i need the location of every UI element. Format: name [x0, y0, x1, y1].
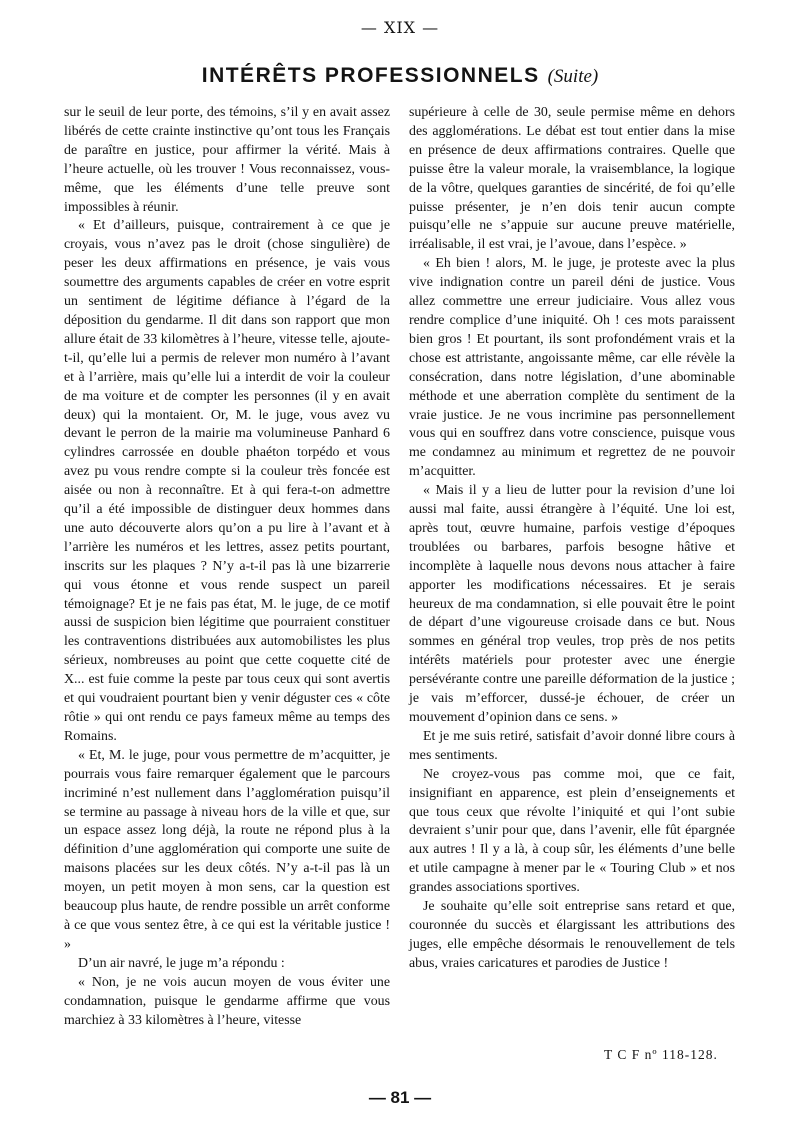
paragraph: supérieure à celle de 30, seule permise même en dehors des agglomérations. Le débat est tout entier dans la mise en présence de deux affirmations contraires. Quelle que puisse être la valeur morale, la vraisemblance, la logique de la vôtre, quelques garanties de sincérité, de foi qu’elle puisse présenter, je n’en dois tenir aucun compte puisqu’elle ne s’appuie sur aucune preuve matérielle, irréalisable, il est vrai, je l’avoue, dans l’espèce. »	[409, 105, 735, 253]
paragraph: D’un air navré, le juge m’a répondu :	[78, 955, 285, 971]
section-suite: (Suite)	[547, 66, 599, 87]
paragraph: « Et, M. le juge, pour vous permettre de m’acquitter, je pourrais vous faire remarquer également que le parcours incriminé n’est nullement dans l’agglomération puisqu’il se termine au passage à niveau hors de la ville et que, sur un espace assez long déjà, la route ne répond plus à la définition d’une agglomération qui comporte une suite de maisons placées sur les deux côtés. N’y a-t-il pas là un moyen, un petit moyen à mon sens, car la question est beaucoup plus haute, de rendre possible un arrêt conforme à ce que vous sentez être, à ce qui est la véritable justice ! »	[64, 747, 390, 952]
paragraph: sur le seuil de leur porte, des témoins, s’il y en avait assez libérés de cette crainte instinctive qu’ont tous les Français de paraître en justice, pour affirmer la vérité. Mais à l’heure actuelle, où les trouver ! Vous reconnaissez, vous-même, que les éléments d’une telle preuve sont impossibles à réunir.	[64, 105, 390, 215]
paragraph: « Eh bien ! alors, M. le juge, je proteste avec la plus vive indignation contre un pareil déni de justice. Vous allez commettre une erreur judiciaire. Vous allez vous rendre complice d’une iniquité. Oh ! ces mots paraissent bien gros ! Et pourtant, ils sont profondément vrais et la chose est attristante, angoissante même, car elle révèle la consécration, dans notre législation, d’une abominable méthode et une aberration complète du sentiment de la vraie justice. Je ne vous incrimine pas personnellement vous qui en souffrez dans votre conscience, puisque vous me condamnez au minimum et regrettez de ne pouvoir m’acquitter.	[409, 256, 735, 480]
paragraph: « Mais il y a lieu de lutter pour la revision d’une loi aussi mal faite, aussi étrangère à l’équité. Une loi est, après tout, œuvre humaine, parfois vestige d’époques troublées ou barbares, parfois besogne hâtive et incomplète à laquelle nous devons nous attacher à faire apporter les modifications nécessaires. Et je serais heureux de ma condamnation, si elle pouvait être le point de départ d’une vigoureuse croisade dans ce but. Nous sommes en général trop veules, trop près de nos petits intérêts matériels pour protester avec une énergie persévérante contre une pareille déformation de la justice ; je vais m’efforcer, dussé-je échouer, de créer un mouvement d’opinion dans ce sens. »	[409, 483, 735, 725]
paragraph: Je souhaite qu’elle soit entreprise sans retard et que, couronnée du succès et élargissant les attributions des juges, elle empêche désormais le renouvellement de tels abus, vraies caricatures et parodies de Justice !	[409, 899, 735, 971]
paragraph: « Non, je ne vois aucun moyen de vous éviter une condamnation, puisque le gendarme affirme que vous marchiez à 33 kilomètres à l’heure, vitesse	[64, 974, 390, 1028]
left-column	[64, 104, 390, 1030]
right-column	[409, 104, 735, 974]
section-heading	[0, 64, 800, 88]
paragraph: Et je me suis retiré, satisfait d’avoir donné libre cours à mes sentiments.	[409, 728, 735, 763]
paragraph: « Et d’ailleurs, puisque, contrairement à ce que je croyais, vous n’avez pas le droit (chose singulière) de peser les deux affirmations en présence, je vais vous soumettre des arguments capables de créer en votre esprit un sentiment de légitime défiance à l’égard de la déposition du gendarme. Il dit dans son rapport que mon allure était de 33 kilomètres à l’heure, vitesse telle, ajoute-t-il, qu’elle lui a permis de relever mon numéro à l’avant et à l’arrière, mais qu’elle lui a interdit de voir la couleur de ma voiture et de compter les personnes (il y en avait deux) qui la montaient. Or, M. le juge, vous avez vu devant le perron de la mairie ma volumineuse Panhard 6 cylindres carrossée en double phaéton torpédo et vous avez pu vous rendre compte si la couleur très foncée est aisée ou non à reconnaître. Et à qui fera-t-on admettre qu’il a été impossible de distinguer deux hommes dans une auto découverte alors qu’on a pu lire à l’avant et à l’arrière les numéros et les lettres, assez petits pourtant, inscrits sur les plaques ? N’y a-t-il pas là une bizarrerie qui vous étonne et vous rende suspect un pareil témoignage? Et je ne fais pas état, M. le juge, de ce motif aussi de suspicion bien légitime que pourraient constituer les contraventions distribuées aux automobilistes les plus sérieux, nombreuses au point que cette coquette cité de X... est fuie comme la peste par tous ceux qui sont avertis et qui voudraient pourtant bien y venir déguster ces « côte rôtie » qui ont rendu ce pays fameux même au temps des Romains.	[64, 218, 390, 744]
page-number: — 81 —	[368, 1088, 432, 1107]
paragraph: Ne croyez-vous pas comme moi, que ce fait, insignifiant en apparence, est plein d’enseignements et que tous ceux que révolte l’iniquité et qui l’ont subie devraient s’unir pour que, dans l’avenir, elle fût épargnée aux autres ! Il y a là, à coup sûr, les éléments d’une belle et utile campagne à mener par le « Touring Club » et nos grandes associations sportives.	[409, 766, 735, 896]
section-title: INTÉRÊTS PROFESSIONNELS	[201, 64, 540, 87]
signature: T C F nº 118-128.	[604, 1047, 718, 1062]
running-page-number: — XIX —	[360, 18, 440, 37]
